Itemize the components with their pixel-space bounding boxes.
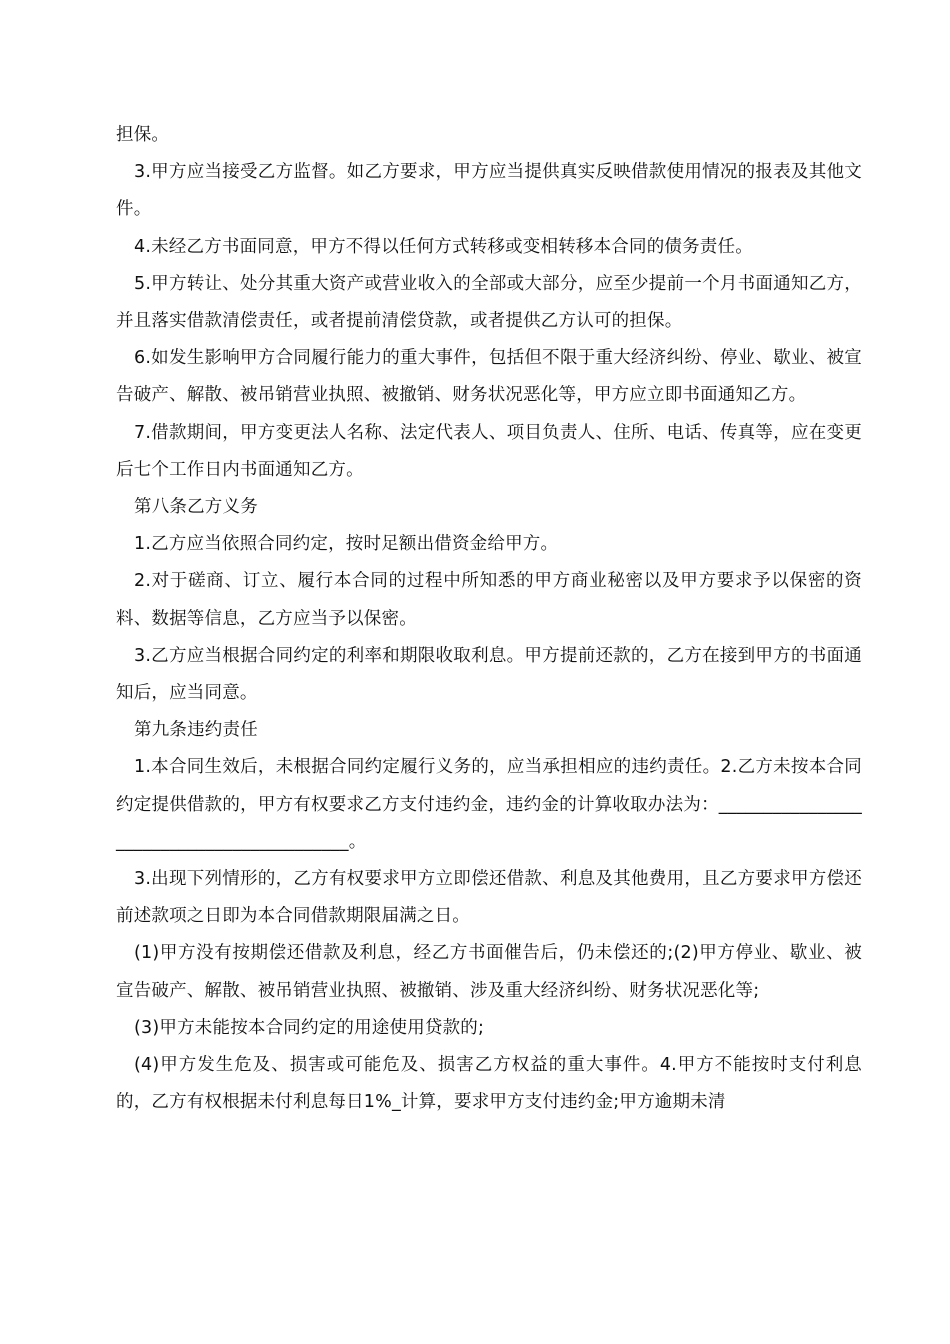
section-heading-article-9: 第九条违约责任 bbox=[134, 720, 258, 741]
paragraph-1: 担保。 bbox=[116, 125, 170, 145]
paragraph-4: 5.甲方转让、处分其重大资产或营业收入的全部或大部分，应至少提前一个月书面通知乙方，并且落实借款清偿责任，或者提前清偿贷款，或者提供乙方认可的担保。 bbox=[116, 273, 862, 332]
paragraph-9: 2.对于磋商、订立、履行本合同的过程中所知悉的甲方商业秘密以及甲方要求予以保密的资料、数据等信息，乙方应当予以保密。 bbox=[116, 571, 862, 629]
paragraph-13: 3.出现下列情形的，乙方有权要求甲方立即偿还借款、利息及其他费用，且乙方要求甲方偿还前述款项之日即为本合同借款期限届满之日。 bbox=[116, 869, 862, 927]
paragraph-12: 1.本合同生效后，未根据合同约定履行义务的，应当承担相应的违约责任。2.乙方未按本合同约定提供借款的，甲方有权要求乙方支付违约金，违约金的计算收取办法为：__________________________________________。 bbox=[116, 757, 862, 852]
section-heading-article-8: 第八条乙方义务 bbox=[134, 497, 258, 518]
paragraph-6: 7.借款期间，甲方变更法人名称、法定代表人、项目负责人、住所、电话、传真等，应在变更后七个工作日内书面通知乙方。 bbox=[116, 422, 862, 480]
paragraph-15: (3)甲方未能按本合同约定的用途使用贷款的; bbox=[134, 1017, 485, 1038]
paragraph-2: 3.甲方应当接受乙方监督。如乙方要求，甲方应当提供真实反映借款使用情况的报表及其他文件。 bbox=[116, 162, 862, 220]
paragraph-8: 1.乙方应当依照合同约定，按时足额出借资金给甲方。 bbox=[134, 534, 559, 555]
paragraph-10: 3.乙方应当根据合同约定的利率和期限收取利息。甲方提前还款的，乙方在接到甲方的书面通知后，应当同意。 bbox=[116, 645, 862, 704]
paragraph-5: 6.如发生影响甲方合同履行能力的重大事件，包括但不限于重大经济纠纷、停业、歇业、被宣告破产、解散、被吊销营业执照、被撤销、财务状况恶化等，甲方应立即书面通知乙方。 bbox=[116, 348, 862, 406]
paragraph-3: 4.未经乙方书面同意，甲方不得以任何方式转移或变相转移本合同的债务责任。 bbox=[134, 236, 753, 257]
paragraph-14: (1)甲方没有按期偿还借款及利息，经乙方书面催告后，仍未偿还的;(2)甲方停业、歇业、被宣告破产、解散、被吊销营业执照、被撤销、涉及重大经济纠纷、财务状况恶化等; bbox=[116, 943, 862, 1001]
paragraph-16: (4)甲方发生危及、损害或可能危及、损害乙方权益的重大事件。4.甲方不能按时支付利息的，乙方有权根据未付利息每日1%_计算，要求甲方支付违约金;甲方逾期未清 bbox=[116, 1055, 862, 1113]
